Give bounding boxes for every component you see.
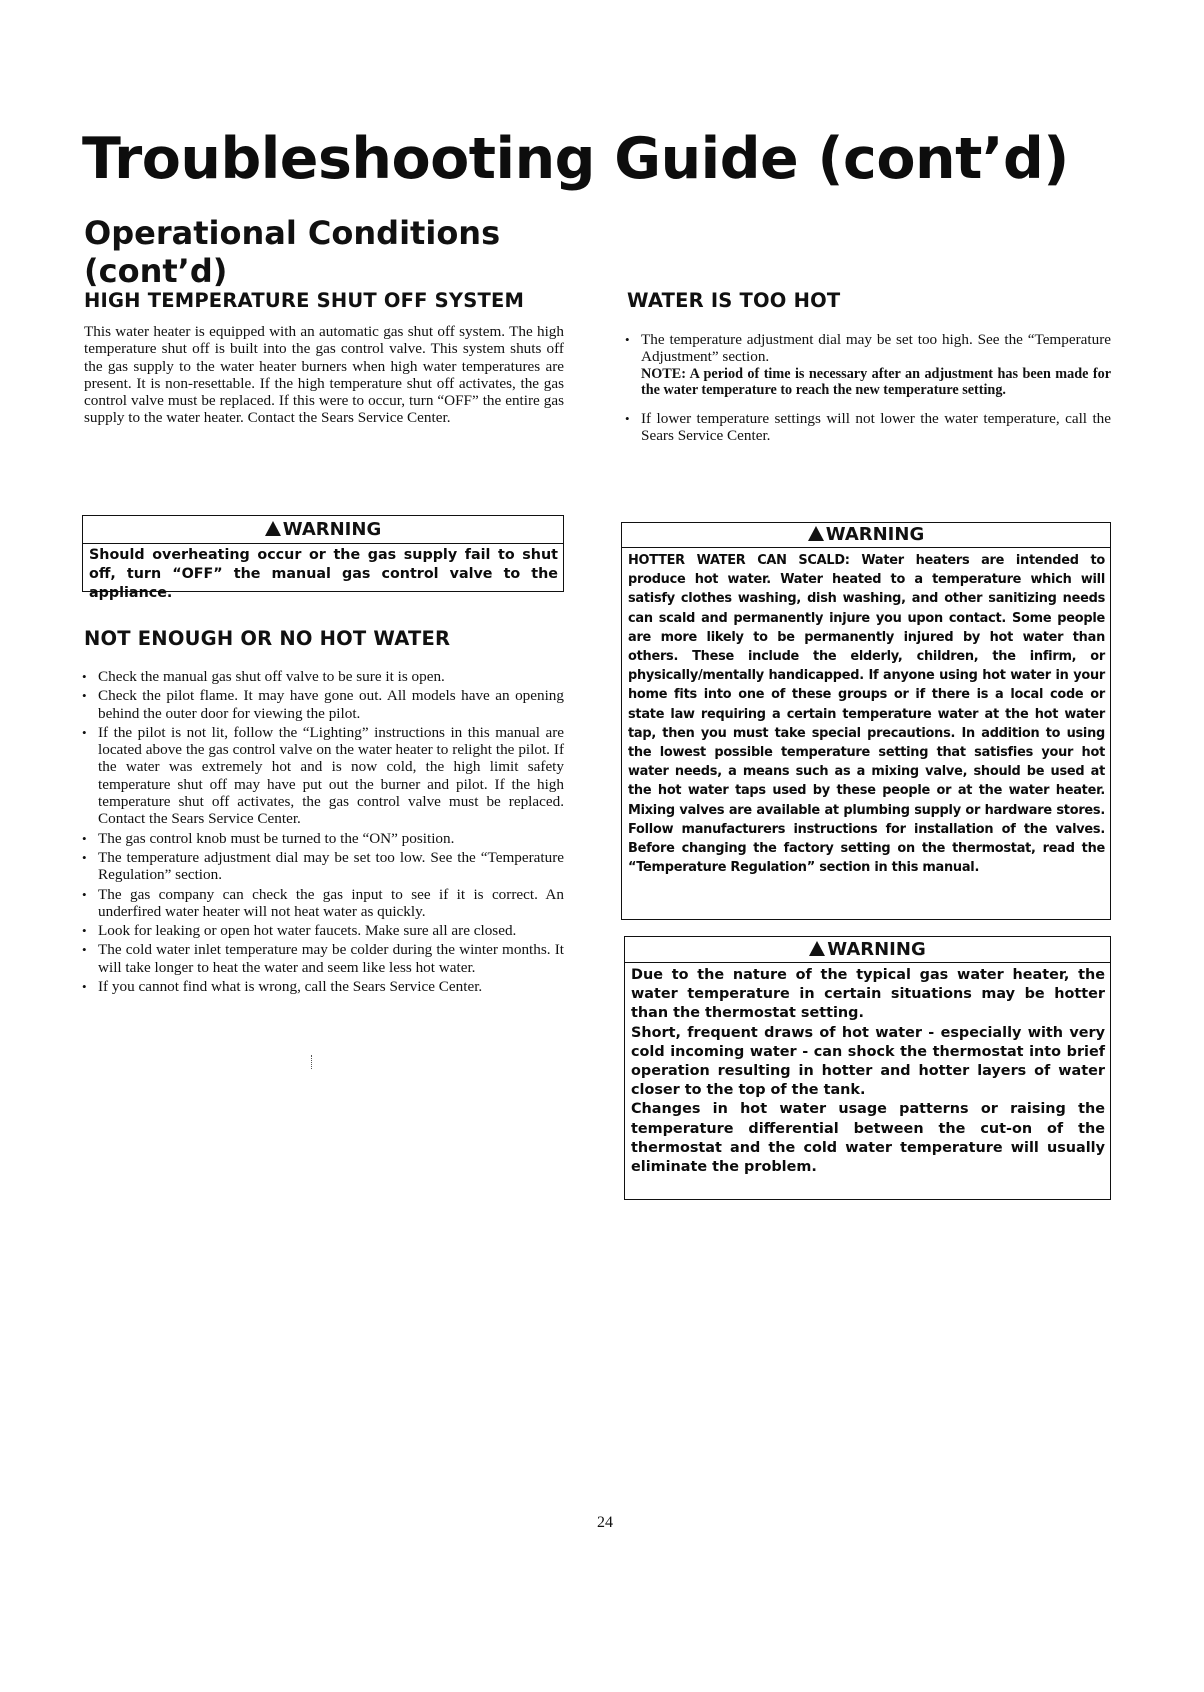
list-item: • Check the pilot flame. It may have gone out. All models have an opening behind the outer door for viewing the pilot. — [82, 687, 564, 722]
bullet-icon: • — [625, 332, 630, 347]
high-temp-body: This water heater is equipped with an automatic gas shut off system. The high temperature shut off is built into the gas control valve. This system shuts off the gas supply to the water heater burners when high water temperatures are present. It is non-resettable. If the high temperature shut off activates, the gas control valve must be replaced. If this were to occur, turn “OFF” the entire gas supply to the water heater. Contact the Sears Service Center. — [84, 323, 564, 427]
list-item: • Look for leaking or open hot water faucets. Make sure all are closed. — [82, 922, 517, 940]
list-item: • If you cannot find what is wrong, call the Sears Service Center. — [82, 978, 483, 996]
warning-label: WARNING — [825, 524, 925, 545]
not-enough-list — [80, 668, 564, 997]
bullet-icon: • — [82, 942, 87, 958]
list-item: • The gas control knob must be turned to the “ON” position. — [82, 829, 455, 847]
page-number: 24 — [597, 1514, 613, 1531]
warning-box-scald — [621, 522, 1111, 920]
high-temp-heading: HIGH TEMPERATURE SHUT OFF SYSTEM — [84, 289, 525, 312]
warning-text — [625, 963, 1110, 1182]
bullet-icon: • — [82, 724, 87, 740]
bullet-icon: • — [82, 886, 87, 902]
warning-label: WARNING — [827, 939, 926, 960]
warning-paragraph: Due to the nature of the typical gas water heater, the water temperature in certain situations may be hotter than the thermostat setting. — [631, 967, 1105, 1022]
warning-paragraph: Changes in hot water usage patterns or raising the temperature differential between the cut-on of the thermostat and the cold water temperature will usually eliminate the problem. — [631, 1101, 1105, 1176]
list-item: • The gas company can check the gas input to see if it is correct. An underfired water heater will not heat water as quickly. — [82, 885, 564, 920]
warning-header — [83, 516, 563, 544]
section-title — [84, 214, 500, 290]
adjustment-note: NOTE: A period of time is necessary after an adjustment has been made for the water temperature to reach the new temperature setting. — [641, 365, 1111, 398]
list-item: • Check the manual gas shut off valve to be sure it is open. — [82, 668, 445, 685]
warning-triangle-icon — [809, 941, 825, 956]
warning-header — [622, 523, 1110, 548]
warning-text: Should overheating occur or the gas supply fail to shut off, turn “OFF” the manual gas control valve to the appliance. — [89, 547, 558, 601]
bullet-icon: • — [625, 411, 630, 427]
section-title-line2: (cont’d) — [84, 252, 228, 290]
page-title: Troubleshooting Guide (cont’d) — [82, 126, 1069, 192]
warning-box-overheating — [82, 515, 564, 601]
bullet-icon: • — [82, 669, 87, 684]
bullet-icon: • — [82, 923, 87, 939]
list-item: • If lower temperature settings will not lower the water temperature, call the Sears Service Center. — [625, 410, 1111, 445]
too-hot-heading: WATER IS TOO HOT — [627, 289, 841, 312]
bullet-icon: • — [82, 979, 87, 995]
bullet-icon: • — [82, 830, 87, 846]
list-item: • The temperature adjustment dial may be set too high. See the “Temperature Adjustment” section. NOTE: A period of time is necessary after an adjustment has been made for the water temperature to reach the new temperature setting. — [625, 331, 1111, 398]
warning-header — [625, 937, 1110, 963]
warning-triangle-icon — [265, 521, 281, 536]
section-title-line1: Operational Conditions — [84, 214, 501, 252]
list-item: • The temperature adjustment dial may be set too low. See the “Temperature Regulation” section. — [82, 848, 564, 884]
warning-text: HOTTER WATER CAN SCALD: Water heaters are intended to produce hot water. Water heated to a temperature which will satisfy clothes washing, dish washing, and other sanitizing needs can scald and permanently injure you upon contact. Some people are more likely to be permanently injured by hot water than others. These include the elderly, children, the infirm, or physically/mentally handicapped. If anyone using hot water in your home fits into one of these groups or if there is a local code or state law requiring a certain temperature water at the hot water tap, then you must take special precautions. In addition to using the lowest possible temperature setting that satisfies your hot water needs, a means such as a mixing valve, should be used at the hot water taps used by these people or at the water heater. Mixing valves are available at plumbing supply or hardware stores. Follow manufacturers instructions for installation of the valves. Before changing the factory setting on the thermostat, read the “Temperature Regulation” section in this manual. — [628, 553, 1105, 876]
too-hot-list — [623, 331, 1111, 447]
warning-triangle-icon — [808, 526, 824, 541]
bullet-icon: • — [82, 688, 87, 704]
scan-artifact — [311, 1055, 314, 1069]
bullet-icon: • — [82, 849, 87, 865]
not-enough-heading: NOT ENOUGH OR NO HOT WATER — [84, 627, 451, 650]
list-item: • If the pilot is not lit, follow the “Lighting” instructions in this manual are located above the gas control valve on the water heater to relight the pilot. If the water was extremely hot and is now cold, the high limit safety temperature shut off may have put out the burner and pilot. If the high temperature shut off activates, the gas control valve must be replaced. Contact the Sears Service Center. — [82, 723, 564, 828]
list-item: • The cold water inlet temperature may be colder during the winter months. It will take longer to heat the water and seem like less hot water. — [82, 941, 564, 976]
warning-paragraph: Short, frequent draws of hot water - especially with very cold incoming water - can shock the thermostat into brief operation resulting in hotter and hotter layers of water closer to the top of the tank. — [631, 1024, 1105, 1099]
warning-label: WARNING — [282, 519, 382, 540]
warning-box-hotter-temperature — [624, 936, 1111, 1200]
